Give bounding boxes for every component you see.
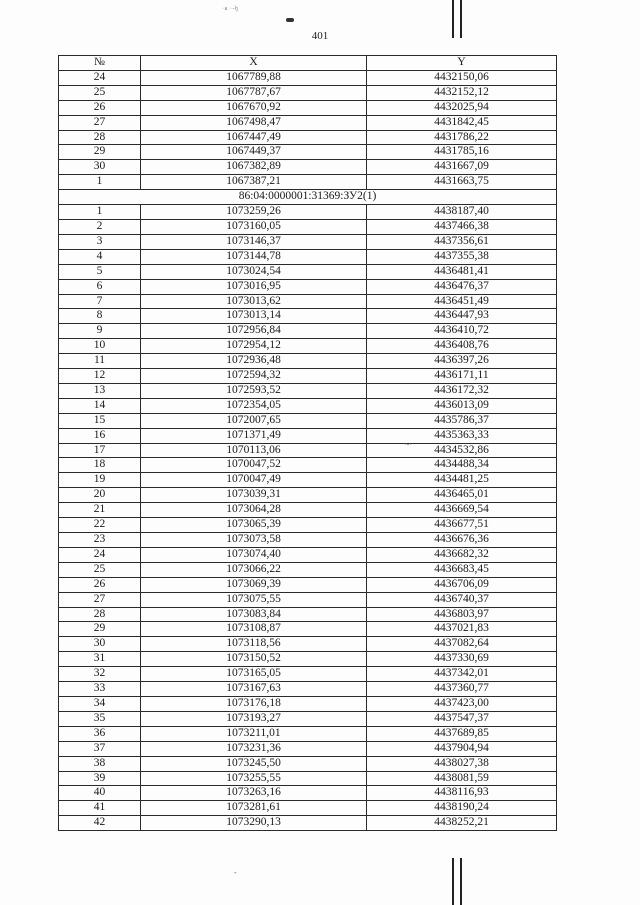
cell-y: 4432025,94 [367, 100, 557, 115]
cell-number: 29 [59, 622, 141, 637]
cell-number: 7 [59, 294, 141, 309]
cell-number: 5 [59, 264, 141, 279]
cell-x: 1073176,18 [141, 696, 367, 711]
cell-number: 13 [59, 383, 141, 398]
cell-x: 1067382,89 [141, 160, 367, 175]
cell-number: 26 [59, 100, 141, 115]
cell-x: 1073167,63 [141, 682, 367, 697]
table-row [59, 249, 557, 264]
cell-y: 4438190,24 [367, 801, 557, 816]
cell-number: 38 [59, 756, 141, 771]
cell-number: 1 [59, 205, 141, 220]
cell-x: 1073075,55 [141, 592, 367, 607]
table-row [59, 667, 557, 682]
cell-y: 4434488,34 [367, 458, 557, 473]
table-row [59, 339, 557, 354]
table-row [59, 607, 557, 622]
cell-x: 1073065,39 [141, 518, 367, 533]
cell-y: 4434481,25 [367, 473, 557, 488]
table-row [59, 562, 557, 577]
section-label: 86:04:0000001:31369:ЗУ2(1) [59, 190, 557, 205]
cell-number: 16 [59, 428, 141, 443]
cell-y: 4437423,00 [367, 696, 557, 711]
cell-x: 1067387,21 [141, 175, 367, 190]
cell-x: 1067447,49 [141, 130, 367, 145]
table-body-parcel [59, 205, 557, 831]
binding-line-bottom-2 [460, 858, 462, 905]
table-row [59, 726, 557, 741]
cell-y: 4438116,93 [367, 786, 557, 801]
table-row [59, 279, 557, 294]
cell-x: 1072954,12 [141, 339, 367, 354]
table-row [59, 234, 557, 249]
cell-x: 1073013,62 [141, 294, 367, 309]
cell-x: 1067670,92 [141, 100, 367, 115]
cell-number: 40 [59, 786, 141, 801]
cell-x: 1073066,22 [141, 562, 367, 577]
table-row [59, 309, 557, 324]
binding-line-top [452, 0, 454, 38]
table-section [59, 190, 557, 205]
cell-y: 4432150,06 [367, 70, 557, 85]
cell-number: 27 [59, 115, 141, 130]
cell-x: 1070047,49 [141, 473, 367, 488]
cell-x: 1072354,05 [141, 398, 367, 413]
cell-x: 1072593,52 [141, 383, 367, 398]
cell-y: 4438027,38 [367, 756, 557, 771]
cell-y: 4437330,69 [367, 652, 557, 667]
table-row [59, 369, 557, 384]
col-header-x: X [141, 56, 367, 71]
cell-x: 1070113,06 [141, 443, 367, 458]
cell-number: 23 [59, 533, 141, 548]
table-row [59, 413, 557, 428]
scan-smudge [286, 18, 294, 22]
cell-y: 4435786,37 [367, 413, 557, 428]
cell-y: 4431785,16 [367, 145, 557, 160]
table-header-row [59, 56, 557, 71]
cell-x: 1073245,50 [141, 756, 367, 771]
cell-y: 4436410,72 [367, 324, 557, 339]
cell-x: 1067789,88 [141, 70, 367, 85]
cell-y: 4438187,40 [367, 205, 557, 220]
cell-x: 1073165,05 [141, 667, 367, 682]
table-row [59, 592, 557, 607]
cell-x: 1072936,48 [141, 354, 367, 369]
cell-y: 4436465,01 [367, 488, 557, 503]
cell-number: 29 [59, 145, 141, 160]
cell-number: 37 [59, 741, 141, 756]
cell-number: 28 [59, 607, 141, 622]
table-row [59, 443, 557, 458]
cell-y: 4437547,37 [367, 711, 557, 726]
cell-number: 33 [59, 682, 141, 697]
cell-number: 3 [59, 234, 141, 249]
cell-x: 1073150,52 [141, 652, 367, 667]
cell-x: 1073281,61 [141, 801, 367, 816]
cell-number: 2 [59, 219, 141, 234]
cell-y: 4435363,33 [367, 428, 557, 443]
cell-number: 28 [59, 130, 141, 145]
cell-x: 1073146,37 [141, 234, 367, 249]
table-row [59, 503, 557, 518]
table-row [59, 294, 557, 309]
cell-y: 4436476,37 [367, 279, 557, 294]
cell-x: 1073016,95 [141, 279, 367, 294]
cell-y: 4436677,51 [367, 518, 557, 533]
cell-x: 1072956,84 [141, 324, 367, 339]
cell-number: 24 [59, 70, 141, 85]
cell-number: 12 [59, 369, 141, 384]
table-row [59, 70, 557, 85]
cell-number: 30 [59, 637, 141, 652]
cell-number: 30 [59, 160, 141, 175]
cell-number: 27 [59, 592, 141, 607]
cell-y: 4437356,61 [367, 234, 557, 249]
cell-number: 34 [59, 696, 141, 711]
scan-mark-text: ·ĸ ·-̃ŋ [222, 6, 239, 12]
cell-x: 1073144,78 [141, 249, 367, 264]
cell-x: 1073263,16 [141, 786, 367, 801]
cell-y: 4436451,49 [367, 294, 557, 309]
table-row [59, 488, 557, 503]
cell-y: 4436676,36 [367, 533, 557, 548]
cell-number: 35 [59, 711, 141, 726]
table-row [59, 100, 557, 115]
cell-x: 1070047,52 [141, 458, 367, 473]
table-row [59, 145, 557, 160]
cell-y: 4431786,22 [367, 130, 557, 145]
cell-x: 1073160,05 [141, 219, 367, 234]
table-row [59, 205, 557, 220]
cell-x: 1073074,40 [141, 547, 367, 562]
coordinates-table [58, 55, 557, 831]
cell-number: 26 [59, 577, 141, 592]
cell-number: 21 [59, 503, 141, 518]
table-row [59, 398, 557, 413]
cell-y: 4432152,12 [367, 85, 557, 100]
table-row [59, 473, 557, 488]
cell-y: 4436669,54 [367, 503, 557, 518]
cell-number: 31 [59, 652, 141, 667]
cell-y: 4438252,21 [367, 816, 557, 831]
cell-x: 1073118,56 [141, 637, 367, 652]
cell-x: 1073083,84 [141, 607, 367, 622]
table-row [59, 816, 557, 831]
cell-y: 4436013,09 [367, 398, 557, 413]
cell-x: 1071371,49 [141, 428, 367, 443]
table-row [59, 428, 557, 443]
cell-x: 1073231,36 [141, 741, 367, 756]
cell-y: 4436447,93 [367, 309, 557, 324]
cell-x: 1072007,65 [141, 413, 367, 428]
cell-y: 4436740,37 [367, 592, 557, 607]
table-row [59, 354, 557, 369]
cell-y: 4437466,38 [367, 219, 557, 234]
table-row [59, 175, 557, 190]
cell-number: 11 [59, 354, 141, 369]
cell-number: 22 [59, 518, 141, 533]
cell-y: 4438081,59 [367, 771, 557, 786]
table-row [59, 711, 557, 726]
cell-x: 1073259,26 [141, 205, 367, 220]
binding-line-bottom [452, 858, 454, 905]
cell-x: 1073073,58 [141, 533, 367, 548]
table-row [59, 652, 557, 667]
table-row [59, 130, 557, 145]
cell-x: 1073290,13 [141, 816, 367, 831]
cell-y: 4436706,09 [367, 577, 557, 592]
cell-number: 14 [59, 398, 141, 413]
cell-y: 4436481,41 [367, 264, 557, 279]
table-row [59, 383, 557, 398]
cell-x: 1073108,87 [141, 622, 367, 637]
table-row [59, 577, 557, 592]
cell-x: 1073039,31 [141, 488, 367, 503]
table-row [59, 622, 557, 637]
cell-x: 1067787,67 [141, 85, 367, 100]
table-row [59, 682, 557, 697]
cell-x: 1067449,37 [141, 145, 367, 160]
section-row [59, 190, 557, 205]
scan-dot-bottom: - [234, 868, 237, 877]
table-row [59, 324, 557, 339]
cell-x: 1073064,28 [141, 503, 367, 518]
cell-x: 1073013,14 [141, 309, 367, 324]
cell-number: 42 [59, 816, 141, 831]
cell-y: 4437689,85 [367, 726, 557, 741]
cell-number: 15 [59, 413, 141, 428]
cell-number: 18 [59, 458, 141, 473]
table-row [59, 518, 557, 533]
table-row [59, 264, 557, 279]
cell-y: 4431667,09 [367, 160, 557, 175]
cell-x: 1072594,32 [141, 369, 367, 384]
cell-x: 1073069,39 [141, 577, 367, 592]
cell-y: 4436172,32 [367, 383, 557, 398]
cell-number: 4 [59, 249, 141, 264]
table-row [59, 458, 557, 473]
cell-y: 4436683,45 [367, 562, 557, 577]
cell-y: 4437342,01 [367, 667, 557, 682]
binding-line-top-2 [460, 0, 462, 38]
table-row [59, 160, 557, 175]
cell-number: 1 [59, 175, 141, 190]
col-header-number: № [59, 56, 141, 71]
cell-y: 4437904,94 [367, 741, 557, 756]
cell-number: 20 [59, 488, 141, 503]
cell-y: 4437082,64 [367, 637, 557, 652]
cell-x: 1073193,27 [141, 711, 367, 726]
cell-number: 32 [59, 667, 141, 682]
table-row [59, 696, 557, 711]
col-header-y: Y [367, 56, 557, 71]
table-row [59, 219, 557, 234]
table-body-previous-parcel [59, 70, 557, 189]
cell-number: 19 [59, 473, 141, 488]
cell-number: 41 [59, 801, 141, 816]
scan-dot: ·-· [404, 440, 412, 449]
cell-y: 4436397,26 [367, 354, 557, 369]
table-row [59, 741, 557, 756]
cell-number: 25 [59, 562, 141, 577]
cell-x: 1073255,55 [141, 771, 367, 786]
cell-number: 17 [59, 443, 141, 458]
cell-number: 6 [59, 279, 141, 294]
cell-number: 39 [59, 771, 141, 786]
cell-y: 4434532,86 [367, 443, 557, 458]
table-row [59, 756, 557, 771]
cell-number: 24 [59, 547, 141, 562]
table-row [59, 786, 557, 801]
cell-y: 4436408,76 [367, 339, 557, 354]
table-row [59, 533, 557, 548]
table-row [59, 115, 557, 130]
cell-y: 4431842,45 [367, 115, 557, 130]
cell-number: 8 [59, 309, 141, 324]
table-row [59, 85, 557, 100]
cell-x: 1073024,54 [141, 264, 367, 279]
table-row [59, 637, 557, 652]
scan-mark [222, 6, 382, 22]
cell-y: 4436171,11 [367, 369, 557, 384]
table-row [59, 801, 557, 816]
cell-y: 4431663,75 [367, 175, 557, 190]
cell-x: 1067498,47 [141, 115, 367, 130]
table-row [59, 547, 557, 562]
cell-y: 4437360,77 [367, 682, 557, 697]
page-number: 401 [311, 30, 329, 42]
cell-number: 36 [59, 726, 141, 741]
cell-y: 4436803,97 [367, 607, 557, 622]
table-row [59, 771, 557, 786]
cell-number: 9 [59, 324, 141, 339]
cell-number: 10 [59, 339, 141, 354]
cell-number: 25 [59, 85, 141, 100]
cell-y: 4437355,38 [367, 249, 557, 264]
cell-x: 1073211,01 [141, 726, 367, 741]
cell-y: 4436682,32 [367, 547, 557, 562]
cell-y: 4437021,83 [367, 622, 557, 637]
